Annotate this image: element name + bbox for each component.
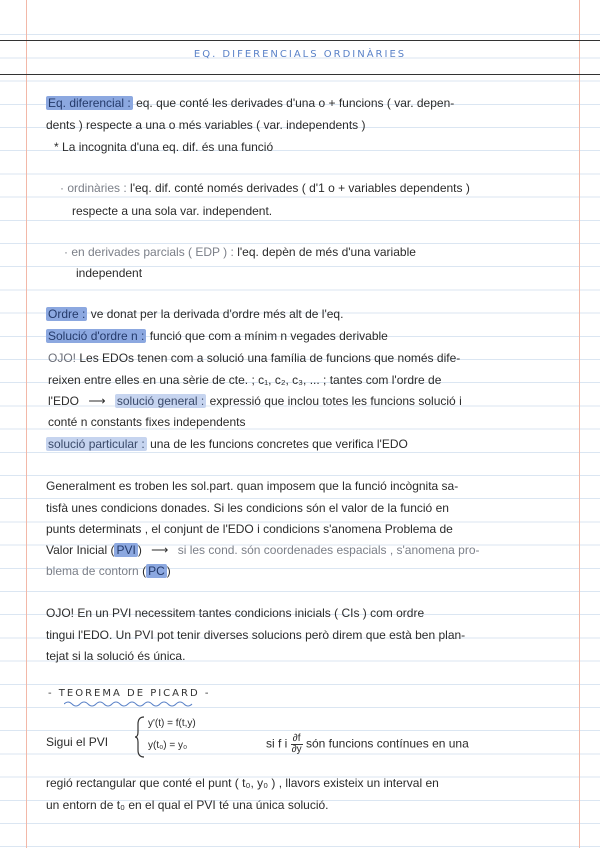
term-eq-diferencial: Eq. diferencial :	[48, 96, 131, 110]
intro-text-3: La incognita d'una eq. dif. és una funció	[62, 140, 274, 154]
term-solucio-ordre: Solució d'ordre n :	[48, 329, 145, 343]
pvi-tag: PVI	[116, 543, 136, 557]
frac-denominator: ∂y	[291, 744, 302, 755]
pc-tag: PC	[148, 564, 165, 578]
page-title: EQ. DIFERENCIALS ORDINÀRIES	[193, 49, 407, 60]
ojo1-prefix: OJO!	[48, 351, 77, 365]
parcials-text-1: l'eq. depèn de més d'una variable	[237, 245, 416, 259]
ojo1-line-4: conté n constants fixes independents	[48, 415, 246, 429]
ojo2-line-3: tejat si la solució és única.	[46, 649, 186, 663]
right-arrow-icon: ⟶	[151, 543, 169, 557]
left-brace-icon	[134, 716, 146, 758]
pvi-equation-2: y(t₀) = y₀	[148, 740, 188, 751]
pvi-equation-1: y'(t) = f(t,y)	[148, 718, 196, 729]
picard-sigui: Sigui el PVI	[46, 735, 109, 749]
ojo1-line-1	[48, 350, 460, 366]
right-arrow-icon: ⟶	[88, 394, 106, 408]
ordre-text: ve donat per la derivada d'ordre més alt de l'eq.	[90, 307, 344, 321]
ordinaries-line-1	[60, 180, 470, 196]
general-line-1: Generalment es troben les sol.part. quan imposem que la funció incògnita sa-	[46, 479, 459, 493]
picard-si: si f i	[266, 736, 288, 751]
general-line-4: Valor Inicial ( PVI ) ⟶ si les cond. són coordenades espacials , s'anomena pro-	[46, 543, 480, 557]
parcials-line-1	[64, 244, 416, 260]
general-text-5a: blema de contorn	[46, 564, 139, 578]
intro-line-2: dents ) respecte a una o més variables ( var. independents )	[46, 118, 366, 132]
solucio-ordre-text: funció que com a mínim n vegades derivable	[149, 329, 388, 343]
general-line-2: tisfà unes condicions donades. Si les condicions són el valor de la funció en	[46, 501, 449, 515]
general-text-4b: si les cond. són coordenades espacials , s'anomena pro-	[177, 543, 480, 557]
ojo1-text-1: Les EDOs tenen com a solució una família de funcions que només dife-	[79, 351, 461, 365]
picard-heading: - TEOREMA DE PICARD -	[48, 688, 211, 699]
parcials-label: · en derivades parcials ( EDP ) :	[64, 245, 234, 259]
ordre-line	[46, 306, 343, 322]
ojo2-line-2: tingui l'EDO. Un PVI pot tenir diverses solucions però direm que està ben plan-	[46, 628, 466, 642]
ojo1-line-3	[48, 393, 462, 409]
notebook-left-margin	[26, 0, 27, 848]
partial-derivative-fraction	[291, 734, 303, 755]
ojo2-line-1: OJO! En un PVI necessitem tantes condicions inicials ( CIs ) com ordre	[46, 606, 425, 620]
term-solucio-general: solució general :	[116, 394, 205, 408]
term-ordre: Ordre :	[48, 307, 86, 321]
intro-text-1: eq. que conté les derivades d'una o + funcions ( var. depen-	[136, 96, 455, 110]
bullet-icon: *	[54, 140, 59, 154]
ordinaries-text-1: l'eq. dif. conté només derivades ( d'1 o + variables dependents )	[130, 181, 470, 195]
squiggle-underline-icon	[64, 700, 194, 708]
ordinaries-line-2: respecte a una sola var. independent.	[72, 204, 273, 218]
general-line-5: blema de contorn ( PC )	[46, 564, 171, 578]
frac-numerator: ∂f	[291, 734, 303, 745]
solucio-ordre-line	[46, 328, 388, 344]
ordinaries-label: · ordinàries :	[60, 181, 127, 195]
particular-line	[46, 436, 408, 452]
general-line-3: punts determinats , el conjunt de l'EDO i condicions s'anomena Problema de	[46, 522, 453, 536]
picard-line-3: un entorn de t₀ en el qual el PVI té una única solució.	[46, 798, 329, 812]
picard-line-2: regió rectangular que conté el punt ( t₀, y₀ ) , llavors existeix un interval en	[46, 776, 439, 790]
title-rule	[0, 74, 600, 75]
term-solucio-particular: solució particular :	[48, 437, 145, 451]
picard-line-1-rest	[266, 734, 469, 755]
header-rule	[0, 40, 600, 41]
ojo1-edo: l'EDO	[48, 394, 79, 408]
particular-text: una de les funcions concretes que verifica l'EDO	[150, 437, 408, 451]
notebook-right-margin	[579, 0, 580, 848]
picard-after: són funcions contínues en una	[305, 736, 469, 751]
ojo1-line-2: reixen entre elles en una sèrie de cte. ; c₁, c₂, c₃, ... ; tantes com l'ordre de	[48, 373, 442, 387]
parcials-line-2: independent	[76, 266, 143, 280]
intro-line-3	[54, 139, 273, 155]
intro-line-1	[46, 95, 454, 111]
general-text-4a: Valor Inicial	[46, 543, 108, 557]
ojo1-text-3: expressió que inclou totes les funcions solució i	[209, 394, 462, 408]
